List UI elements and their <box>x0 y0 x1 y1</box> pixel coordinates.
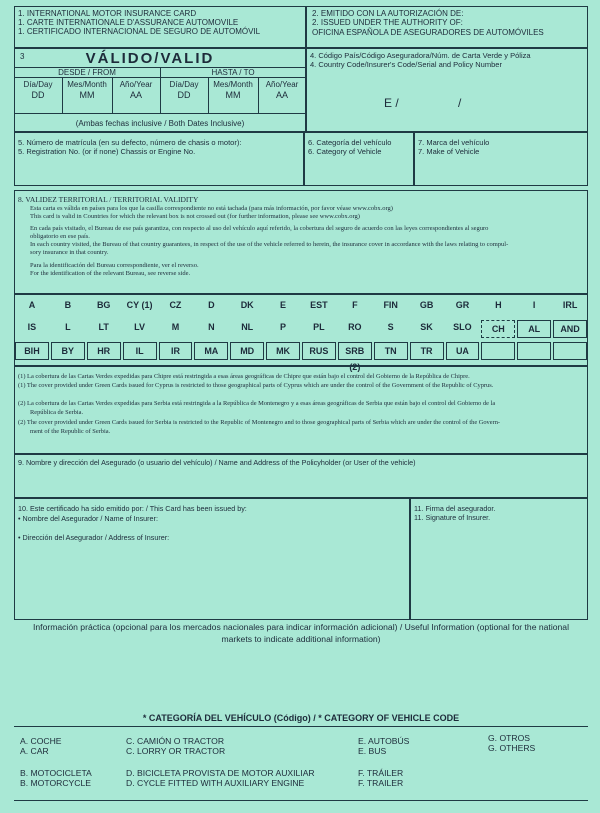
to-day-field[interactable]: DD <box>177 90 191 100</box>
validity-number: 3 <box>20 52 25 61</box>
territorial-text-4b: sory insurance in that country. <box>30 249 109 256</box>
country-box-l: L <box>65 322 71 332</box>
country-box-srb: SRB (2) <box>338 342 372 360</box>
country-box-is: IS <box>27 322 37 332</box>
country-box-tr: TR <box>410 342 444 360</box>
country-box-ir: IR <box>159 342 193 360</box>
practical-info-line2: markets to indicate additional information) <box>221 634 381 644</box>
to-month-label: Mes/Month <box>213 80 253 89</box>
authority-label-es: 2. EMITIDO CON LA AUTORIZACIÓN DE: <box>312 9 464 18</box>
country-box-al: AL <box>517 320 551 338</box>
country-box-rus: RUS <box>302 342 336 360</box>
country-box-ro: RO <box>348 322 362 332</box>
note-serbia-es-a: (2) La cobertura de las Cartas Verdes expedidas para Serbia está restringida a la República de Montenegro y a esas áreas geográficas de Serbia que están bajo el control del Gobierno de la <box>18 400 496 407</box>
note-cyprus-en: (1) The cover provided under Green Cards issued for Cyprus is restricted to those geographical parts of Cyprus which are under the control of the Government of the Republic of Cyprus. <box>18 382 494 389</box>
from-label: DESDE / FROM <box>58 68 116 77</box>
country-box-by: BY <box>51 342 85 360</box>
header-title-es: 1. CERTIFICADO INTERNACIONAL DE SEGURO DE AUTOMÓVIL <box>18 27 261 36</box>
country-box-pl: PL <box>313 322 325 332</box>
legend-d-en: D. CYCLE FITTED WITH AUXILIARY ENGINE <box>126 778 305 788</box>
from-day-label: Día/Day <box>23 80 53 89</box>
to-day-label: Día/Day <box>169 80 199 89</box>
legend-e-en: E. BUS <box>358 746 387 756</box>
divider <box>14 726 588 727</box>
dates-inclusive-note: (Ambas fechas inclusive / Both Dates Inclusive) <box>75 119 245 128</box>
legend-g-es: G. OTROS <box>488 733 531 743</box>
note-serbia-en-b: ment of the Republic of Serbia. <box>30 428 111 435</box>
from-day-field[interactable]: DD <box>31 90 45 100</box>
territorial-text-6: For the identification of the relevant Bureau, see reverse side. <box>30 270 191 277</box>
country-box-a: A <box>28 300 36 310</box>
note-serbia-es-b: República de Serbia. <box>30 409 84 416</box>
make-label-en: 7. Make of Vehicle <box>418 147 480 156</box>
country-box-p: P <box>280 322 287 332</box>
note-cyprus-es: (1) La cobertura de las Cartas Verdes expedidas para Chipre está restringida a esas áreas geográficas de Chipre que están bajo el control del Gobierno de la República de Chipre. <box>18 373 470 380</box>
country-box-n: N <box>208 322 215 332</box>
country-box-est: EST <box>310 300 328 310</box>
country-box-dk: DK <box>240 300 254 310</box>
territorial-text-3a: En cada país visitado, el Bureau de ese país garantiza, con respecto al uso del vehículo aquí referido, la cobertura del seguro de acuerdo con las leyes correspondientes al seguro <box>30 225 489 232</box>
signature-label-es: 11. Firma del asegurador. <box>414 504 496 513</box>
country-box-il: IL <box>123 342 157 360</box>
country-box-d: D <box>208 300 215 310</box>
insurer-name-label: • Nombre del Asegurador / Name of Insurer: <box>18 514 158 523</box>
header-title-fr: 1. CARTE INTERNATIONALE D'ASSURANCE AUTOMOVILE <box>18 18 239 27</box>
country-box-empty <box>481 342 515 360</box>
code-label-es: 4. Código País/Código Aseguradora/Núm. de Carta Verde y Póliza <box>310 51 531 60</box>
registration-label-en: 5. Registration No. (or if none) Chassis or Engine No. <box>18 147 196 156</box>
territorial-text-2: This card is valid in Countries for which the relevant box is not crossed out (for further information, please see www.cobx.org) <box>30 213 360 220</box>
divider <box>160 67 161 113</box>
country-box-mk: MK <box>266 342 300 360</box>
country-box-i: I <box>532 300 536 310</box>
to-year-label: Año/Year <box>265 80 299 89</box>
insurer-address-label: • Dirección del Asegurador / Address of Insurer: <box>18 533 170 542</box>
country-box-bih: BIH <box>15 342 49 360</box>
country-box-slo: SLO <box>453 322 472 332</box>
territorial-text-1: Esta carta es válida en países para los que la casilla correspondiente no está tachada (para más información, por favor véase www.cobx.org) <box>30 205 393 212</box>
legend-c-es: C. CAMIÓN O TRACTOR <box>126 736 225 746</box>
insured-label: 9. Nombre y dirección del Asegurado (o usuario del vehículo) / Name and Address of the Policyholder (or User of the vehicle) <box>18 458 416 467</box>
legend-g-en: G. OTHERS <box>488 743 536 753</box>
country-box-ma: MA <box>194 342 228 360</box>
header-title-en: 1. INTERNATIONAL MOTOR INSURANCE CARD <box>18 9 197 18</box>
country-box-empty <box>553 342 587 360</box>
country-box-gb: GB <box>419 300 434 310</box>
country-box-gr: GR <box>455 300 470 310</box>
to-year-field[interactable]: AA <box>275 90 288 100</box>
code-separator: / <box>458 96 462 110</box>
country-box-cz: CZ <box>169 300 182 310</box>
country-box-h: H <box>495 300 502 310</box>
country-box-fin: FIN <box>383 300 398 310</box>
country-box-cy: CY (1) <box>126 300 153 310</box>
country-box-lv: LV <box>134 322 145 332</box>
country-box-lt: LT <box>98 322 109 332</box>
country-code-prefix[interactable]: E / <box>384 96 399 110</box>
from-month-field[interactable]: MM <box>79 90 95 100</box>
from-year-field[interactable]: AA <box>129 90 142 100</box>
country-box-f: F <box>352 300 358 310</box>
vehicle-category-legend-title: * CATEGORÍA DEL VEHÍCULO (Código) / * CATEGORY OF VEHICLE CODE <box>142 713 460 723</box>
divider <box>14 113 306 114</box>
legend-e-es: E. AUTOBÚS <box>358 736 410 746</box>
registration-label-es: 5. Número de matrícula (en su defecto, número de chasis o motor): <box>18 138 242 147</box>
country-box-irl: IRL <box>562 300 578 310</box>
to-month-field[interactable]: MM <box>225 90 241 100</box>
authority-label-en: 2. ISSUED UNDER THE AUTHORITY OF: <box>312 18 463 27</box>
legend-f-es: F. TRÁILER <box>358 768 404 778</box>
country-box-m: M <box>171 322 180 332</box>
legend-f-en: F. TRAILER <box>358 778 404 788</box>
country-box-md: MD <box>230 342 264 360</box>
country-box-tn: TN <box>374 342 408 360</box>
territorial-text-5: Para la identificación del Bureau correspondiente, ver el reverso. <box>30 262 199 269</box>
validity-title: VÁLIDO/VALID <box>85 50 215 67</box>
signature-label-en: 11. Signature of Insurer. <box>414 513 491 522</box>
issuer-label: 10. Este certificado ha sido emitido por: / This Card has been issued by: <box>18 504 247 513</box>
legend-c-en: C. LORRY OR TRACTOR <box>126 746 226 756</box>
code-label-en: 4. Country Code/Insurer's Code/Serial and Policy Number <box>310 60 502 69</box>
country-box-e: E <box>280 300 287 310</box>
country-box-bg: BG <box>96 300 111 310</box>
country-box-s: S <box>387 322 394 332</box>
from-year-label: Año/Year <box>119 80 153 89</box>
country-box-nl: NL <box>241 322 254 332</box>
legend-a-en: A. CAR <box>20 746 49 756</box>
to-label: HASTA / TO <box>211 68 255 77</box>
legend-b-es: B. MOTOCICLETA <box>20 768 92 778</box>
from-month-label: Mes/Month <box>67 80 107 89</box>
country-box-and: AND <box>553 320 587 338</box>
country-box-b: B <box>64 300 72 310</box>
country-box-ch: CH <box>481 320 515 338</box>
territorial-text-3b: obligatorio en ese país. <box>30 233 90 240</box>
territorial-title: 8. VALIDEZ TERRITORIAL / TERRITORIAL VALIDITY <box>18 195 199 204</box>
make-label-es: 7. Marca del vehículo <box>418 138 490 147</box>
category-label-es: 6. Categoría del vehículo <box>308 138 392 147</box>
category-label-en: 6. Category of Vehicle <box>308 147 382 156</box>
country-box-empty <box>517 342 551 360</box>
legend-a-es: A. COCHE <box>20 736 62 746</box>
country-box-ua: UA <box>446 342 480 360</box>
practical-info-line1: Información práctica (opcional para los mercados nacionales para indicar información adicional) / Useful Information (optional for the national <box>33 622 569 632</box>
country-box-sk: SK <box>420 322 433 332</box>
country-box-hr: HR <box>87 342 121 360</box>
authority-name: OFICINA ESPAÑOLA DE ASEGURADORES DE AUTOMÓVILES <box>312 28 544 37</box>
note-serbia-en-a: (2) The cover provided under Green Cards issued for Serbia is restricted to the Republic of Montenegro and to those geographical parts of Serbia which are under the control of the Govern- <box>18 419 501 426</box>
legend-d-es: D. BICICLETA PROVISTA DE MOTOR AUXILIAR <box>126 768 315 778</box>
legend-b-en: B. MOTORCYCLE <box>20 778 91 788</box>
divider <box>14 800 588 801</box>
territorial-text-4a: In each country visited, the Bureau of that country guarantees, in respect of the use of the vehicle referred to herein, the insurance cover in accordance with the laws relating to compul- <box>30 241 509 248</box>
